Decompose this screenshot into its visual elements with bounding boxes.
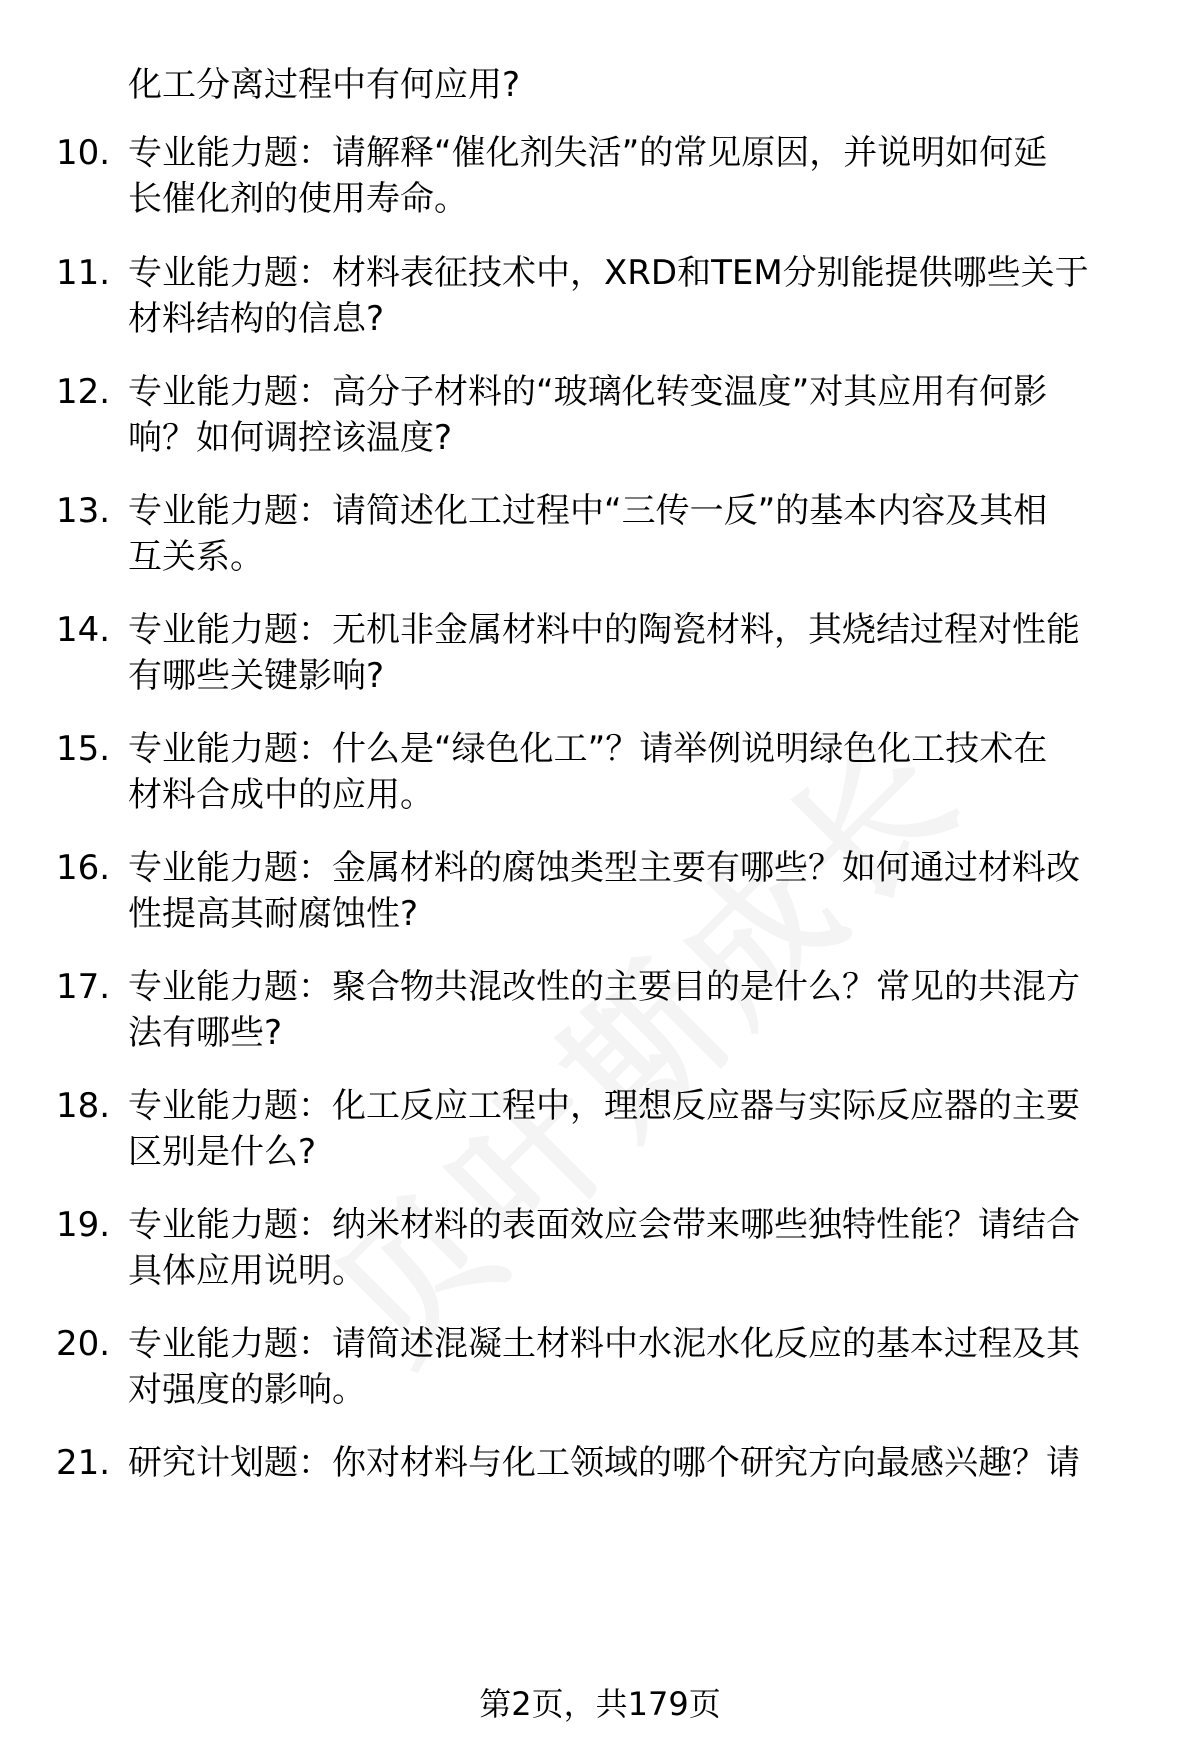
question-number: 15. bbox=[56, 729, 111, 769]
question-number: 18. bbox=[56, 1086, 111, 1126]
question-text-line1: 专业能力题：高分子材料的“玻璃化转变温度”对其应用有何影 bbox=[128, 372, 1048, 412]
question-text-line2: 材料结构的信息? bbox=[128, 299, 385, 339]
question-number: 10. bbox=[56, 133, 111, 173]
question-text-line2: 区别是什么? bbox=[128, 1132, 317, 1172]
question-number: 11. bbox=[56, 253, 111, 293]
question-number: 19. bbox=[56, 1205, 111, 1245]
question-text-line2: 性提高其耐腐蚀性? bbox=[128, 894, 419, 934]
page-footer: 第2页，共179页 bbox=[479, 1685, 721, 1723]
question-number: 14. bbox=[56, 610, 111, 650]
question-text-line2: 法有哪些? bbox=[128, 1013, 283, 1053]
question-text-line2: 对强度的影响。 bbox=[128, 1370, 366, 1410]
question-text-line2: 长催化剂的使用寿命。 bbox=[128, 179, 468, 219]
question-number: 21. bbox=[56, 1443, 111, 1483]
continuation-text: 化工分离过程中有何应用? bbox=[128, 65, 521, 105]
question-number: 13. bbox=[56, 491, 111, 531]
question-number: 20. bbox=[56, 1324, 111, 1364]
question-number: 16. bbox=[56, 848, 111, 888]
question-text-line1: 专业能力题：金属材料的腐蚀类型主要有哪些？如何通过材料改 bbox=[128, 848, 1080, 888]
question-number: 12. bbox=[56, 372, 111, 412]
question-text-line1: 专业能力题：请简述化工过程中“三传一反”的基本内容及其相 bbox=[128, 491, 1048, 531]
question-text-line1: 专业能力题：无机非金属材料中的陶瓷材料，其烧结过程对性能 bbox=[128, 610, 1080, 650]
question-text-line2: 材料合成中的应用。 bbox=[128, 775, 434, 815]
question-number: 17. bbox=[56, 967, 111, 1007]
question-text-line1: 专业能力题：化工反应工程中，理想反应器与实际反应器的主要 bbox=[128, 1086, 1080, 1126]
question-text-line2: 有哪些关键影响? bbox=[128, 656, 385, 696]
question-text-line2: 互关系。 bbox=[128, 537, 264, 577]
question-text-line1: 专业能力题：纳米材料的表面效应会带来哪些独特性能？请结合 bbox=[128, 1205, 1080, 1245]
question-text-line1: 专业能力题：请简述混凝土材料中水泥水化反应的基本过程及其 bbox=[128, 1324, 1080, 1364]
question-text-line1: 专业能力题：聚合物共混改性的主要目的是什么？常见的共混方 bbox=[128, 967, 1080, 1007]
question-text-line1: 专业能力题：材料表征技术中，XRD和TEM分别能提供哪些关于 bbox=[128, 253, 1089, 293]
question-text-line2: 具体应用说明。 bbox=[128, 1251, 366, 1291]
question-text-line2: 响？如何调控该温度? bbox=[128, 418, 453, 458]
question-text-line1: 研究计划题：你对材料与化工领域的哪个研究方向最感兴趣？请 bbox=[128, 1443, 1080, 1483]
question-text-line1: 专业能力题：什么是“绿色化工”？请举例说明绿色化工技术在 bbox=[128, 729, 1048, 769]
question-text-line1: 专业能力题：请解释“催化剂失活”的常见原因，并说明如何延 bbox=[128, 133, 1048, 173]
